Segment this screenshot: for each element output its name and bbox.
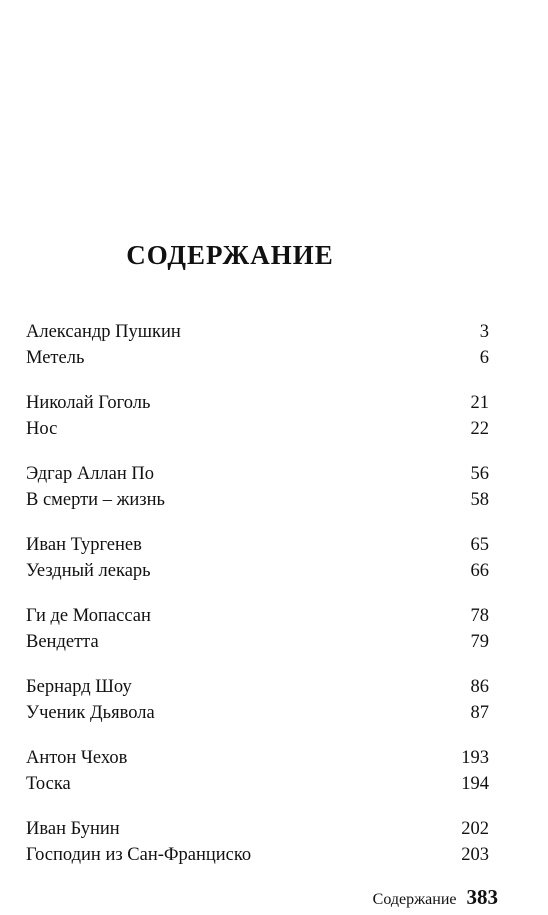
- work-title: Господин из Сан-Франциско: [26, 845, 252, 865]
- toc-author-entry: [26, 390, 489, 416]
- table-of-contents: [26, 319, 489, 887]
- toc-group: [26, 816, 489, 868]
- author-name: Бернард Шоу: [26, 677, 132, 697]
- toc-author-entry: [26, 319, 489, 345]
- footer-section-label: Содержание: [372, 891, 457, 908]
- toc-group: [26, 674, 489, 726]
- work-title: В смерти – жизнь: [26, 490, 165, 510]
- toc-author-entry: [26, 816, 489, 842]
- folio-page-number: 383: [466, 885, 498, 909]
- page-number: 6: [479, 348, 489, 368]
- page-number: 194: [461, 774, 489, 794]
- page-number: 203: [461, 845, 489, 865]
- page-number: 3: [479, 322, 489, 342]
- author-name: Эдгар Аллан По: [26, 464, 155, 484]
- page-title: СОДЕРЖАНИЕ: [126, 240, 334, 270]
- toc-author-entry: [26, 603, 489, 629]
- page-number: 56: [470, 464, 489, 484]
- work-title: Уездный лекарь: [26, 561, 151, 581]
- work-title: Метель: [26, 348, 85, 368]
- page-number: 66: [470, 561, 489, 581]
- author-name: Иван Тургенев: [26, 535, 142, 555]
- toc-group: [26, 390, 489, 442]
- work-title: Ученик Дьявола: [26, 703, 155, 723]
- toc-work-entry: [26, 629, 489, 655]
- toc-author-entry: [26, 745, 489, 771]
- page-number: 78: [470, 606, 489, 626]
- toc-work-entry: [26, 771, 489, 797]
- work-title: Тоска: [26, 774, 71, 794]
- toc-work-entry: [26, 416, 489, 442]
- page-number: 86: [470, 677, 489, 697]
- page-number: 79: [470, 632, 489, 652]
- page-number: 21: [470, 393, 489, 413]
- toc-author-entry: [26, 532, 489, 558]
- page-number: 22: [470, 419, 489, 439]
- toc-work-entry: [26, 842, 489, 868]
- toc-group: [26, 745, 489, 797]
- toc-group: [26, 532, 489, 584]
- toc-work-entry: [26, 700, 489, 726]
- author-name: Николай Гоголь: [26, 393, 151, 413]
- toc-work-entry: [26, 345, 489, 371]
- work-title: Вендетта: [26, 632, 99, 652]
- toc-author-entry: [26, 461, 489, 487]
- author-name: Ги де Мопассан: [26, 606, 151, 626]
- page-number: 202: [461, 819, 489, 839]
- running-footer: [373, 885, 498, 910]
- toc-group: [26, 603, 489, 655]
- author-name: Александр Пушкин: [26, 322, 181, 342]
- page-number: 87: [470, 703, 489, 723]
- author-name: Иван Бунин: [26, 819, 120, 839]
- toc-work-entry: [26, 558, 489, 584]
- toc-author-entry: [26, 674, 489, 700]
- toc-group: [26, 319, 489, 371]
- page-number: 65: [470, 535, 489, 555]
- page-number: 193: [461, 748, 489, 768]
- page-number: 58: [470, 490, 489, 510]
- author-name: Антон Чехов: [26, 748, 128, 768]
- work-title: Нос: [26, 419, 58, 439]
- toc-work-entry: [26, 487, 489, 513]
- toc-group: [26, 461, 489, 513]
